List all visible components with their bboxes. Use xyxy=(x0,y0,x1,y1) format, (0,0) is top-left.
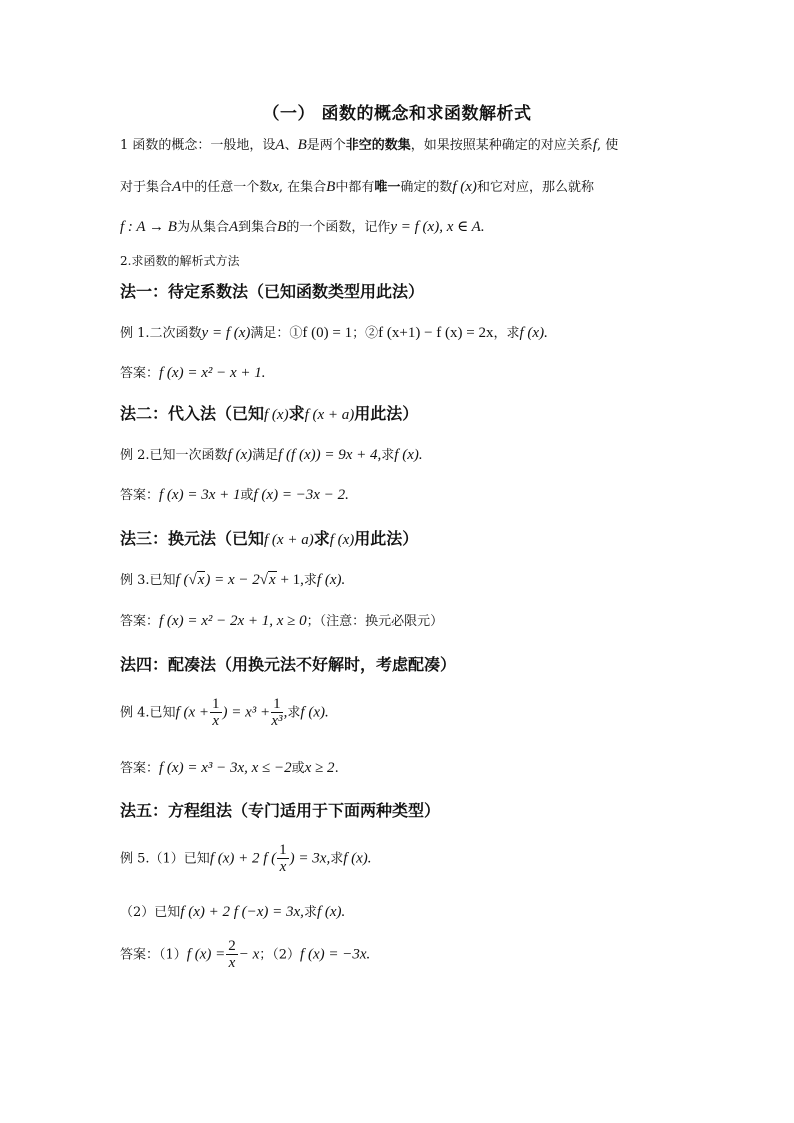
def-var: A xyxy=(172,179,182,195)
heading-formula: f (x) xyxy=(264,407,289,423)
page-title: （一） 函数的概念和求函数解析式 xyxy=(262,104,532,124)
answer-text: 或 xyxy=(240,488,254,503)
example-5-1 xyxy=(120,843,372,875)
fraction xyxy=(277,843,289,875)
heading-text: 求 xyxy=(313,529,330,548)
fraction-numerator: 2 xyxy=(228,938,236,954)
definition-line-1 xyxy=(120,134,618,154)
answer-formula: x ≥ 2 xyxy=(304,760,335,776)
answer-formula: f (x) = 3x + 1 xyxy=(159,487,241,503)
example-formula: f (x). xyxy=(316,572,346,588)
def-formula: f (x) xyxy=(452,179,477,195)
example-4 xyxy=(120,697,329,729)
heading-text: 用此法） xyxy=(354,404,419,423)
example-formula: ) = 3x, xyxy=(289,850,331,867)
example-formula: f (0) = 1 xyxy=(302,325,353,341)
answer-label: 答案： xyxy=(120,366,160,381)
def-var: B xyxy=(277,219,287,235)
def-var: A xyxy=(275,137,285,153)
answer-formula: f (x) = x² − 2x + 1, x ≥ 0 xyxy=(159,613,307,629)
example-2 xyxy=(120,444,423,464)
example-formula: x xyxy=(197,572,205,588)
fraction-denominator: x³ xyxy=(271,713,283,729)
heading-formula: f (x) xyxy=(329,532,355,548)
example-text: 求 xyxy=(330,851,344,867)
method-4-heading: 法四：配凑法（用换元法不好解时，考虑配凑） xyxy=(120,655,457,674)
heading-text: 求 xyxy=(288,404,305,423)
answer-label: 答案： xyxy=(120,488,160,503)
example-formula: f (x) xyxy=(227,447,253,463)
sqrt-icon: √ xyxy=(188,572,197,588)
answer-formula: f (x) = −3x − 2. xyxy=(253,487,349,503)
example-1 xyxy=(120,322,548,342)
answer-label: 答案：（1） xyxy=(120,947,187,963)
def-text: 中的任意一个数 xyxy=(181,180,273,195)
method-3-heading xyxy=(120,526,418,549)
example-formula: ) = x − 2 xyxy=(205,572,260,588)
methods-intro: 2.求函数的解析式方法 xyxy=(120,254,240,268)
def-text: 到集合 xyxy=(238,220,278,235)
method-2-heading xyxy=(120,401,418,424)
def-text: ，如果按照某种确定的对应关系 xyxy=(410,138,593,153)
example-5-2 xyxy=(120,901,345,921)
example-formula: ) = x³ + xyxy=(222,704,271,721)
fraction-numerator: 1 xyxy=(279,842,287,858)
def-text: 是两个 xyxy=(306,138,346,153)
fraction-denominator: x xyxy=(279,859,287,875)
fraction-numerator: 1 xyxy=(212,696,220,712)
example-formula: f (x+1) − f (x) = 2x xyxy=(378,325,494,341)
method-1-heading: 法一：待定系数法（已知函数类型用此法） xyxy=(120,282,425,301)
sqrt-icon: √ xyxy=(259,572,269,588)
example-label: 例 1.二次函数 xyxy=(120,326,202,341)
example-formula: f ( xyxy=(175,572,189,588)
def-text: 为从集合 xyxy=(176,220,229,235)
answer-text: ；（2） xyxy=(259,947,301,963)
def-text: 和它对应，那么就称 xyxy=(476,180,594,195)
example-label: （2）已知 xyxy=(120,905,181,920)
def-var: B xyxy=(326,179,336,195)
definition-line-3 xyxy=(120,216,485,236)
answer-2 xyxy=(120,484,349,504)
example-text: 求 xyxy=(381,448,395,463)
example-formula: f (x) + 2 f ( xyxy=(209,850,277,867)
answer-text: 或 xyxy=(291,761,305,776)
heading-formula: f (x + a) xyxy=(264,532,314,548)
answer-formula: f (x) = xyxy=(186,946,226,963)
example-text: ，求 xyxy=(493,326,520,341)
example-text: ；② xyxy=(352,326,379,341)
answer-formula: f (x) = −3x. xyxy=(300,946,371,963)
answer-label: 答案： xyxy=(120,761,160,776)
answer-5 xyxy=(120,939,370,971)
def-text: 中都有 xyxy=(335,180,375,195)
fraction-numerator: 1 xyxy=(273,696,281,712)
example-label: 例 2.已知一次函数 xyxy=(120,448,228,463)
def-text: 确定的数 xyxy=(400,180,453,195)
example-formula: x xyxy=(269,572,276,588)
def-text: 、 xyxy=(284,138,298,153)
example-text: 满足 xyxy=(252,448,279,463)
def-formula: f : A → B xyxy=(120,219,177,235)
fraction xyxy=(271,697,283,729)
def-var: f xyxy=(592,137,597,153)
example-formula: y = f (x) xyxy=(201,325,251,341)
answer-formula: − x xyxy=(238,946,260,963)
def-text: 的一个函数，记作 xyxy=(286,220,391,235)
def-text: 对于集合 xyxy=(120,180,173,195)
fraction-denominator: x xyxy=(228,955,236,971)
example-formula: f (x). xyxy=(300,704,329,721)
example-text: 满足：① xyxy=(250,326,303,341)
heading-formula: f (x + a) xyxy=(304,407,355,423)
example-text: 求 xyxy=(303,573,317,588)
example-formula: f (x). xyxy=(519,325,548,341)
example-label: 例 3.已知 xyxy=(120,573,176,588)
example-formula: f (x). xyxy=(343,850,372,867)
method-5-heading: 法五：方程组法（专门适用于下面两种类型） xyxy=(120,801,441,820)
def-text: , 在集合 xyxy=(278,180,327,195)
fraction xyxy=(226,939,238,971)
fraction-denominator: x xyxy=(212,713,220,729)
example-text: 求 xyxy=(303,905,317,920)
answer-formula: f (x) = x² − x + 1. xyxy=(159,365,266,381)
example-formula: f (x) + 2 f (−x) = 3x, xyxy=(180,904,304,920)
heading-text: 法二：代入法（已知 xyxy=(120,404,265,423)
example-label: 例 5.（1）已知 xyxy=(120,851,210,867)
def-text: , 使 xyxy=(596,138,619,153)
answer-formula: f (x) = x³ − 3x, x ≤ −2 xyxy=(159,760,292,776)
definition-line-2 xyxy=(120,176,594,196)
heading-text: 用此法） xyxy=(354,529,419,548)
def-formula: y = f (x), x ∈ A. xyxy=(390,219,485,235)
def-text: 1 函数的概念：一般地，设 xyxy=(120,138,276,153)
answer-1 xyxy=(120,362,266,382)
def-var: B xyxy=(297,137,307,153)
example-formula: , xyxy=(283,704,288,721)
def-var: x xyxy=(272,179,279,195)
example-formula: f (x). xyxy=(394,447,423,463)
answer-label: 答案： xyxy=(120,614,160,629)
example-formula: f (x + xyxy=(175,704,209,721)
example-formula: f (f (x)) = 9x + 4, xyxy=(278,447,382,463)
example-label: 例 4.已知 xyxy=(120,705,176,721)
answer-note: ；（注意：换元必限元） xyxy=(306,614,444,629)
answer-text: . xyxy=(334,761,339,776)
example-3 xyxy=(120,569,345,589)
def-emphasis: 非空的数集 xyxy=(345,138,411,153)
def-var: A xyxy=(228,219,239,235)
answer-4 xyxy=(120,757,339,777)
answer-3 xyxy=(120,610,443,630)
example-text: 求 xyxy=(287,705,301,721)
heading-text: 法三：换元法（已知 xyxy=(120,529,265,548)
example-formula: + 1, xyxy=(276,572,304,588)
def-emphasis: 唯一 xyxy=(374,180,401,195)
example-formula: f (x). xyxy=(316,904,346,920)
fraction xyxy=(210,697,222,729)
